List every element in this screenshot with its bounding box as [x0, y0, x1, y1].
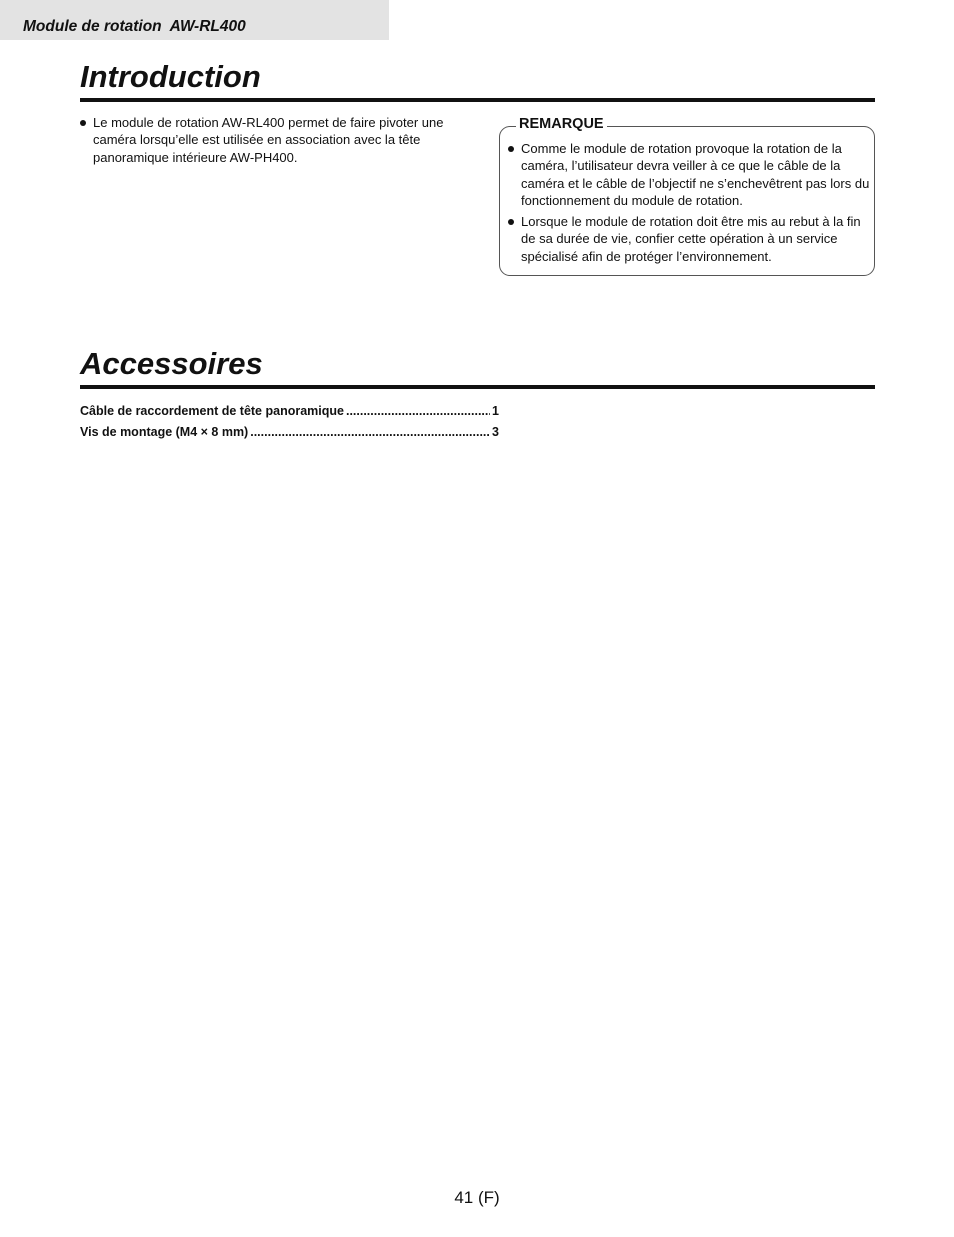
bullet-dot-icon [508, 219, 514, 225]
introduction-bullet [80, 114, 460, 166]
accessory-name: Câble de raccordement de tête panoramique [80, 404, 344, 418]
introduction-title: Introduction [80, 59, 261, 94]
accessoires-list [80, 401, 499, 443]
introduction-list [80, 114, 460, 166]
accessoires-rule [80, 385, 875, 389]
accessoires-title: Accessoires [80, 346, 263, 381]
remarque-list [508, 140, 870, 265]
remarque-bullet [508, 213, 870, 265]
accessory-qty: 3 [492, 425, 499, 439]
remarque-bullet-text: Comme le module de rotation provoque la rotation de la caméra, l’utilisateur devra veiller à ce que le câble de la caméra et le câble de l’objectif ne s’enchevêtrent pas lors du fonctionnement du module de rotation. [521, 141, 870, 208]
running-title: Module de rotation AW-RL400 [23, 18, 246, 35]
accessory-name: Vis de montage (M4 × 8 mm) [80, 425, 249, 439]
remarque-bullet-text: Lorsque le module de rotation doit être mis au rebut à la fin de sa durée de vie, confier cette opération à un service spécialisé afin de protéger l’environnement. [521, 214, 861, 264]
accessory-item [80, 401, 499, 422]
dot-leader [250, 422, 490, 443]
accessory-qty: 1 [492, 404, 499, 418]
remarque-bullet [508, 140, 870, 209]
introduction-rule [80, 98, 875, 102]
introduction-bullet-text: Le module de rotation AW-RL400 permet de faire pivoter une caméra lorsqu’elle est utilisée en association avec la tête panoramique intérieure AW-PH400. [93, 115, 444, 165]
bullet-dot-icon [80, 120, 86, 126]
page-number: 41 (F) [454, 1188, 500, 1207]
accessory-item [80, 422, 499, 443]
dot-leader [346, 401, 490, 422]
remarque-title: REMARQUE [516, 116, 607, 133]
bullet-dot-icon [508, 146, 514, 152]
